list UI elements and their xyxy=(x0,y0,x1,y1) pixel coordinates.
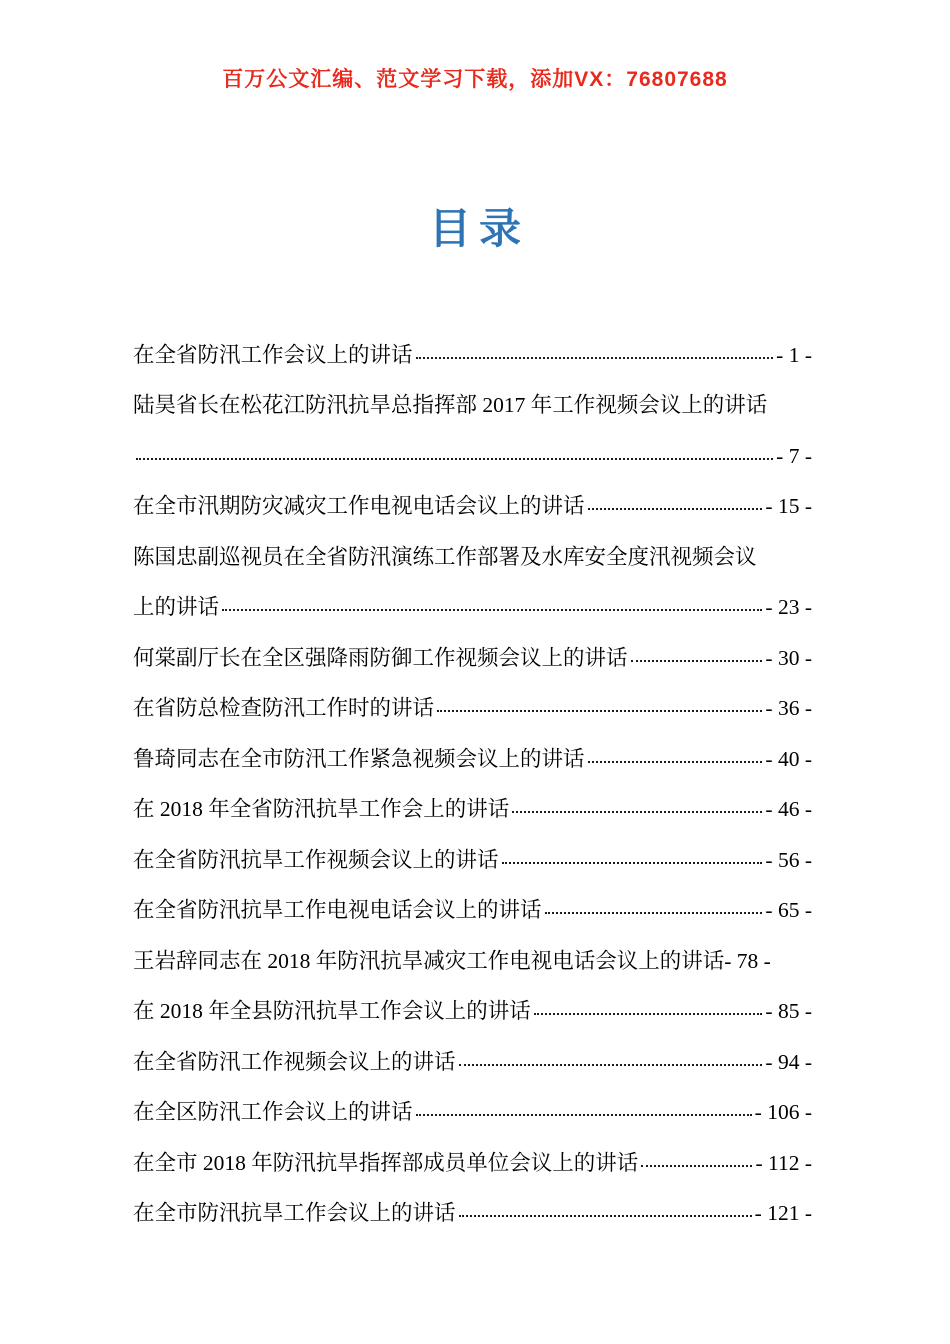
toc-entry-row[interactable] xyxy=(133,826,812,877)
toc-page-number: - 15 - xyxy=(765,494,812,518)
toc-leader-dots xyxy=(136,458,773,460)
toc-leader-dots xyxy=(545,912,763,914)
toc-entry-row[interactable] xyxy=(133,1079,812,1130)
toc-entry-text: 在全市汛期防灾减灾工作电视电话会议上的讲话 xyxy=(133,494,585,518)
toc-entry-text: 上的讲话 xyxy=(133,595,220,619)
promo-banner-text: 百万公文汇编、范文学习下载，添加VX：76807688 xyxy=(222,68,728,91)
toc-entry-text: 在 2018 年全省防汛抗旱工作会上的讲话 xyxy=(133,797,510,821)
toc-leader-dots xyxy=(512,811,762,813)
toc-entry-text: 何棠副厅长在全区强降雨防御工作视频会议上的讲话 xyxy=(133,645,628,670)
toc-title: 目录 xyxy=(428,207,529,253)
toc-page-number: - 112 - xyxy=(755,1150,812,1175)
toc-entry-row[interactable] xyxy=(133,624,812,675)
toc-entry-text: 王岩辞同志在 2018 年防汛抗旱减灾工作电视电话会议上的讲话 xyxy=(133,948,725,973)
toc-entry-text: 陈国忠副巡视员在全省防汛演练工作部署及水库安全度汛视频会议 xyxy=(133,544,757,569)
toc-entry-text: 陆昊省长在松花江防汛抗旱总指挥部 2017 年工作视频会议上的讲话 xyxy=(133,393,768,417)
toc-entry-text: 在全省防汛抗旱工作视频会议上的讲话 xyxy=(133,847,499,872)
toc-entry-row[interactable] xyxy=(133,473,812,524)
toc-page-number: - 30 - xyxy=(765,645,812,670)
toc-page-number: - 85 - xyxy=(765,999,812,1023)
toc-entry-text: 在全区防汛工作会议上的讲话 xyxy=(133,1100,413,1124)
toc-entry-text: 在全省防汛工作会议上的讲话 xyxy=(133,342,413,367)
toc-entry-row[interactable] xyxy=(133,1028,812,1079)
toc-leader-dots xyxy=(222,609,762,611)
toc-entry-row[interactable] xyxy=(133,422,812,473)
toc-page-number: - 7 - xyxy=(776,443,812,468)
toc-entry-text: 在省防总检查防汛工作时的讲话 xyxy=(133,696,435,720)
toc-entry-text: 在全市防汛抗旱工作会议上的讲话 xyxy=(133,1201,456,1225)
toc-page-number: - 46 - xyxy=(765,797,812,821)
toc-entry-row[interactable] xyxy=(133,978,812,1029)
toc-entry-row[interactable] xyxy=(133,927,812,978)
toc-leader-dots xyxy=(459,1064,763,1066)
toc-entry-row[interactable] xyxy=(133,372,812,423)
toc-entry-row[interactable] xyxy=(133,574,812,625)
toc-leader-dots xyxy=(416,357,774,359)
toc-entry-text: 在全省防汛抗旱工作电视电话会议上的讲话 xyxy=(133,898,542,922)
toc-entry-text: 鲁琦同志在全市防汛工作紧急视频会议上的讲话 xyxy=(133,746,585,771)
toc-entry-row[interactable] xyxy=(133,877,812,928)
toc-page-number: - 106 - xyxy=(754,1100,812,1124)
toc-leader-dots xyxy=(502,862,763,864)
toc-page-number: - 36 - xyxy=(765,696,812,720)
toc-page-number: - 56 - xyxy=(765,847,812,872)
toc-leader-dots xyxy=(588,761,763,763)
toc-page-number: - 40 - xyxy=(765,746,812,771)
toc-entry-row[interactable] xyxy=(133,776,812,827)
toc-entry-row[interactable] xyxy=(133,675,812,726)
toc-entry-row[interactable] xyxy=(133,1129,812,1180)
toc-page-number: - 1 - xyxy=(776,342,812,367)
toc-page-number: - 121 - xyxy=(754,1201,812,1225)
toc-page-number: - 94 - xyxy=(765,1049,812,1074)
toc-leader-dots xyxy=(631,660,763,662)
toc-entry-row[interactable] xyxy=(133,321,812,372)
toc-entry-row[interactable] xyxy=(133,725,812,776)
toc-page-number: - 78 - xyxy=(724,948,771,973)
toc-entry-row[interactable] xyxy=(133,523,812,574)
toc-entry-text: 在全市 2018 年防汛抗旱指挥部成员单位会议上的讲话 xyxy=(133,1150,639,1175)
toc-leader-dots xyxy=(459,1215,752,1217)
toc-leader-dots xyxy=(588,508,763,510)
toc-leader-dots xyxy=(437,710,762,712)
toc-leader-dots xyxy=(416,1114,752,1116)
toc-list xyxy=(133,321,812,1230)
toc-page-number: - 23 - xyxy=(765,595,812,619)
toc-entry-text: 在全省防汛工作视频会议上的讲话 xyxy=(133,1049,456,1074)
toc-entry-text: 在 2018 年全县防汛抗旱工作会议上的讲话 xyxy=(133,999,531,1023)
toc-entry-row[interactable] xyxy=(133,1180,812,1231)
toc-page-number: - 65 - xyxy=(765,898,812,922)
toc-leader-dots xyxy=(641,1165,752,1167)
toc-leader-dots xyxy=(534,1013,763,1015)
